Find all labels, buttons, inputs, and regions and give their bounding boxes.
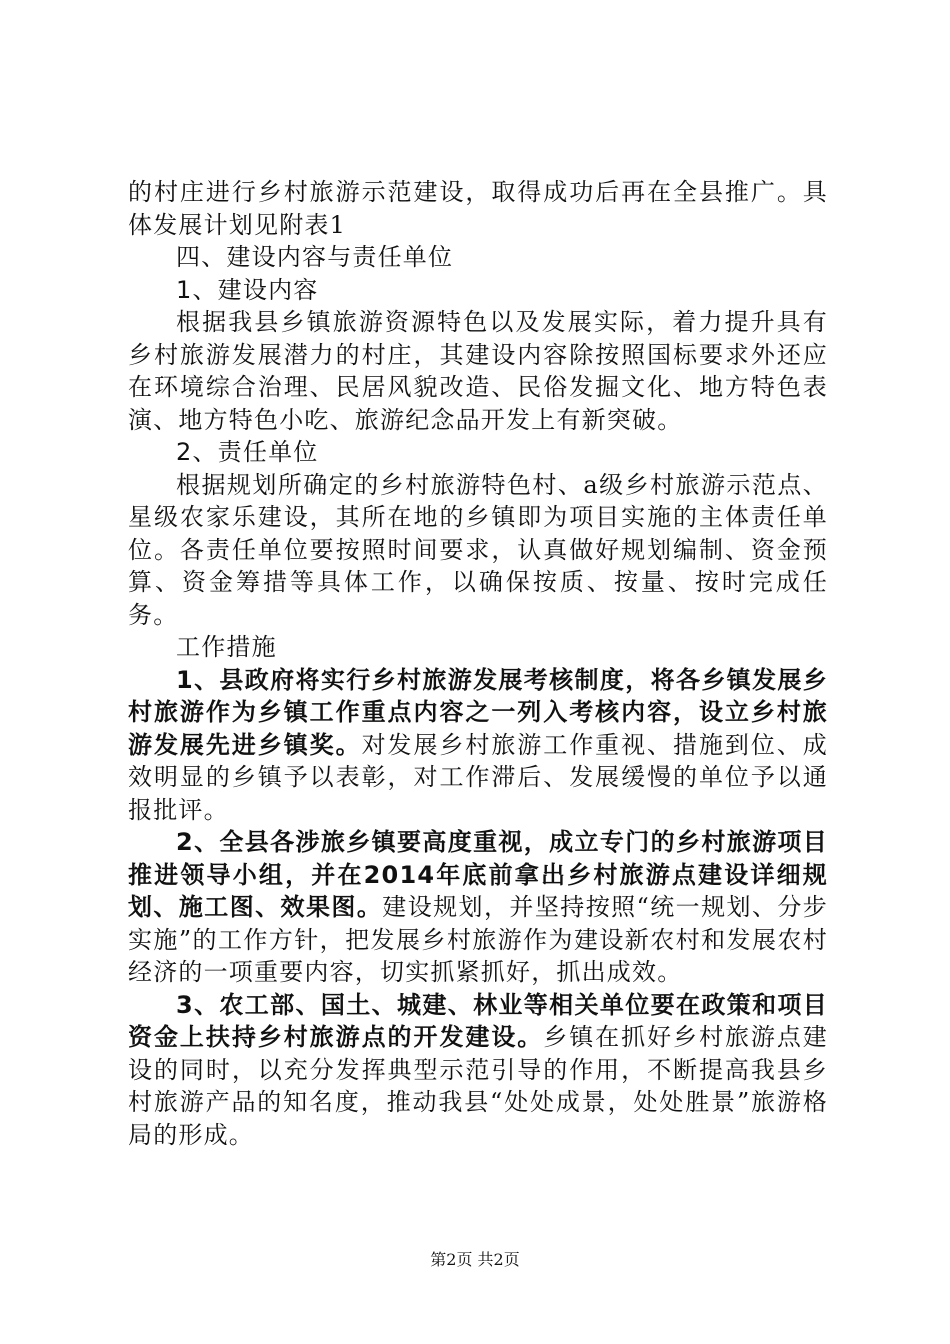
measure-2-emphasis: 2、全县各涉旅乡镇要高度重视，成立专门的乡村旅游项目推进领导小组，并在2014年底前拿出乡村旅游点建设详细规划、施工图、效果图。 — [128, 828, 828, 921]
measure-2-text: 建设规划，并坚持按照“统一规划、分步实施”的工作方针，把发展乡村旅游作为建设新农村和发展农村经济的一项重要内容，切实抓紧抓好，抓出成效。 — [128, 893, 829, 986]
section-heading-4: 四、建设内容与责任单位 — [176, 243, 454, 271]
subheading-construction-content: 1、建设内容 — [176, 275, 319, 304]
document-body — [128, 176, 828, 1151]
paragraph-responsible-unit: 根据规划所确定的乡村旅游特色村、a级乡村旅游示范点、星级农家乐建设，其所在地的乡镇即为项目实施的主体责任单位。各责任单位要按照时间要求，认真做好规划编制、资金预算、资金筹措等具体工作，以确保按质、按量、按时完成任务。 — [128, 470, 828, 629]
subheading-work-measures: 工作措施 — [176, 633, 277, 661]
page-number-footer: 第2页 共2页 — [430, 1250, 520, 1269]
measure-3-text: 乡镇在抓好乡村旅游点建设的同时，以充分发挥典型示范引导的作用，不断提高我县乡村旅游产品的知名度，推动我县“处处成景，处处胜景”旅游格局的形成。 — [128, 1023, 829, 1149]
paragraph-measure-3 — [128, 989, 828, 1152]
measure-1-emphasis: 1、县政府将实行乡村旅游发展考核制度，将各乡镇发展乡村旅游作为乡镇工作重点内容之一列入考核内容，设立乡村旅游发展先进乡镇奖。 — [128, 665, 828, 759]
subheading-responsible-unit: 2、责任单位 — [176, 438, 319, 466]
paragraph-village-demo: 的村庄进行乡村旅游示范建设，取得成功后再在全县推广。具体发展计划见附表1 — [128, 178, 828, 239]
paragraph-construction-content: 根据我县乡镇旅游资源特色以及发展实际，着力提升具有乡村旅游发展潜力的村庄，其建设内容除按照国标要求外还应在环境综合治理、民居风貌改造、民俗发掘文化、地方特色表演、地方特色小吃、旅游纪念品开发上有新突破。 — [128, 308, 828, 434]
measure-3-emphasis: 3、农工部、国土、城建、林业等相关单位要在政策和项目资金上扶持乡村旅游点的开发建设。 — [128, 990, 828, 1051]
paragraph-measure-1 — [128, 664, 828, 827]
paragraph-measure-2 — [128, 826, 828, 989]
measure-1-text: 对发展乡村旅游工作重视、措施到位、成效明显的乡镇予以表彰，对工作滞后、发展缓慢的单位予以通报批评。 — [128, 730, 828, 824]
